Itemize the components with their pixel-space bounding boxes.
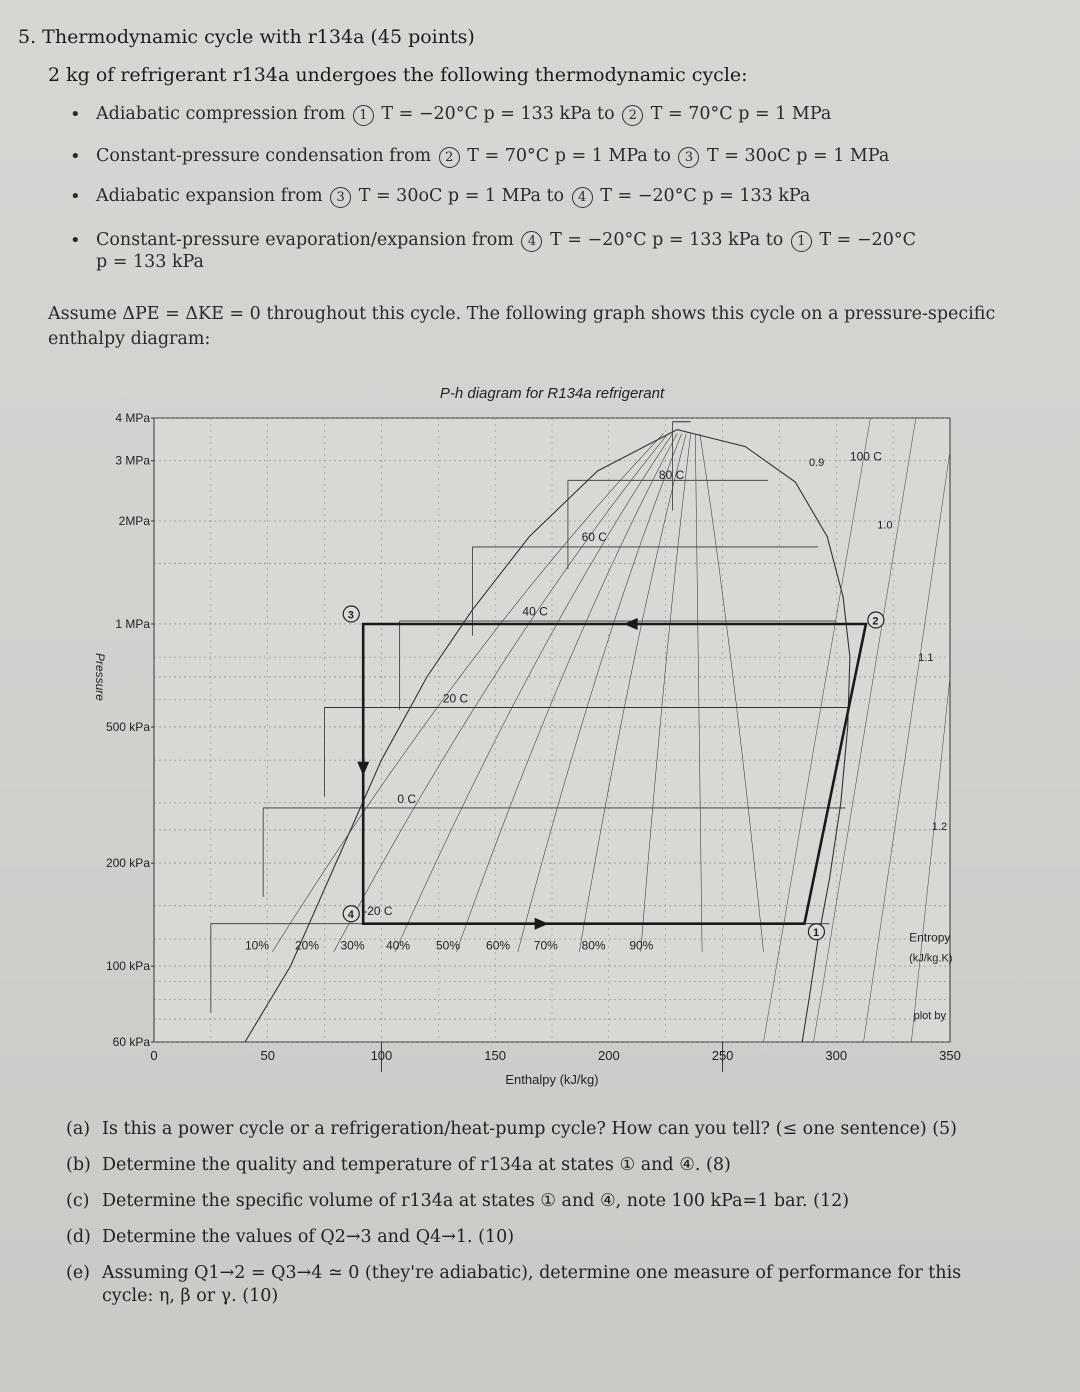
question-text: Determine the values of Q2→3 and Q4→1. (10) [102, 1227, 515, 1247]
y-axis-label: Pressure [93, 652, 107, 701]
quality-label: 80% [581, 938, 606, 953]
quality-label: 40% [385, 938, 411, 953]
cycle-step [60, 186, 1050, 230]
x-tick-label: 150 [484, 1048, 506, 1063]
question-b [66, 1154, 1056, 1177]
quality-label: 60% [486, 938, 511, 953]
question-label: (d) [66, 1227, 91, 1247]
chart-title: P-h diagram for R134a refrigerant [439, 385, 665, 402]
state-marker-label: 1 [812, 927, 820, 940]
step-text: T = −20°C [819, 230, 916, 250]
question-text: Determine the specific volume of r134a at states ① and ④, note 100 kPa=1 bar. (12) [102, 1191, 850, 1211]
state-marker: 1 [353, 105, 374, 126]
cycle-step [60, 146, 1050, 186]
y-tick-label: 500 kPa [105, 719, 150, 734]
x-tick-label: 200 [598, 1048, 620, 1063]
state-marker: 3 [330, 187, 351, 208]
cycle-step [60, 230, 1050, 272]
entropy-label: 0.9 [808, 456, 825, 469]
question-list [66, 1118, 1056, 1321]
isotherm-label: 80 C [658, 468, 685, 483]
step-text: T = −20°C p = 133 kPa [600, 186, 811, 206]
x-tick-label: 50 [260, 1048, 275, 1063]
ph-diagram [84, 378, 964, 1098]
step-text: T = 30oC p = 1 MPa [707, 146, 890, 166]
problem-heading: 5. Thermodynamic cycle with r134a (45 points) [18, 26, 475, 48]
isotherm-label: 20 C [442, 691, 469, 706]
step-text: T = −20°C p = 133 kPa to [381, 104, 615, 124]
state-marker: 2 [622, 105, 643, 126]
problem-intro: 2 kg of refrigerant r134a undergoes the following thermodynamic cycle: [48, 64, 748, 86]
step-text: p = 133 kPa [96, 252, 204, 272]
question-label: (e) [66, 1263, 91, 1283]
cycle-steps [60, 104, 1050, 272]
quality-label: 20% [295, 938, 320, 953]
entropy-label: 1.0 [877, 519, 893, 532]
state-marker: 4 [572, 187, 593, 208]
question-text: Determine the quality and temperature of r134a at states ① and ④. (8) [102, 1155, 731, 1175]
y-tick-label: 2MPa [118, 513, 150, 528]
question-d [66, 1226, 1056, 1249]
entropy-label: 1.2 [931, 820, 948, 833]
step-text: Adiabatic compression from [96, 104, 346, 124]
isotherm-label: 100 C [849, 449, 882, 464]
x-tick-label: 100 [370, 1048, 393, 1063]
quality-label: 70% [533, 938, 558, 953]
isotherm-label: 60 C [581, 529, 607, 544]
x-tick-label: 250 [711, 1048, 734, 1063]
x-axis-label: Enthalpy (kJ/kg) [505, 1072, 599, 1087]
y-tick-label: 1 MPa [115, 616, 150, 631]
y-tick-label: 60 kPa [112, 1035, 150, 1049]
quality-label: 10% [244, 938, 270, 953]
isotherm-label: 0 C [397, 791, 417, 806]
step-text: T = −20°C p = 133 kPa to [550, 230, 784, 250]
state-marker: 2 [439, 147, 460, 168]
y-tick-label: 3 MPa [115, 453, 150, 468]
step-text: Constant-pressure condensation from [96, 146, 432, 166]
state-marker: 1 [791, 231, 812, 252]
isotherm-label: 40 C [522, 604, 548, 619]
question-e [66, 1262, 1056, 1308]
credit-label: plot by [913, 1010, 947, 1023]
question-label: (b) [66, 1155, 91, 1175]
y-tick-label: 200 kPa [105, 856, 150, 871]
state-marker-label: 2 [872, 615, 879, 628]
question-text-continued: cycle: η, β or γ. (10) [102, 1286, 279, 1306]
quality-label: 50% [436, 938, 461, 953]
entropy-legend-units: (kJ/kg.K) [909, 952, 953, 965]
cycle-step [60, 104, 1050, 146]
step-text: Adiabatic expansion from [96, 186, 323, 206]
question-text: Is this a power cycle or a refrigeration/heat-pump cycle? How can you tell? (≤ one sentence) (5) [102, 1119, 958, 1139]
state-marker-label: 3 [347, 609, 354, 622]
quality-label: 90% [629, 938, 654, 953]
quality-label: 30% [340, 938, 365, 953]
assumption-text: Assume ΔPE = ΔKE = 0 throughout this cycle. The following graph shows this cycle on a pressure-specific enthalpy diagram: [48, 304, 996, 349]
state-marker-label: 4 [347, 909, 354, 922]
step-text: T = 70°C p = 1 MPa [650, 104, 832, 124]
x-tick-label: 350 [939, 1048, 961, 1063]
isotherm-label: -20 C [363, 904, 393, 919]
y-tick-label: 4 MPa [115, 411, 150, 425]
question-text: Assuming Q1→2 = Q3→4 ≃ 0 (they're adiabatic), determine one measure of performance for this [102, 1263, 962, 1283]
y-tick-label: 100 kPa [105, 959, 150, 974]
step-text: T = 70°C p = 1 MPa to [467, 146, 671, 166]
x-tick-label: 300 [825, 1048, 848, 1063]
question-label: (a) [66, 1119, 91, 1139]
entropy-label: 1.1 [918, 651, 934, 664]
state-marker: 3 [678, 147, 699, 168]
state-marker: 4 [521, 231, 542, 252]
step-text: T = 30oC p = 1 MPa to [358, 186, 565, 206]
step-text: Constant-pressure evaporation/expansion from [96, 230, 514, 250]
entropy-legend-title: Entropy [909, 930, 951, 945]
question-a [66, 1118, 1056, 1141]
question-label: (c) [66, 1191, 90, 1211]
question-c [66, 1190, 1056, 1213]
x-tick-label: 0 [150, 1048, 158, 1063]
